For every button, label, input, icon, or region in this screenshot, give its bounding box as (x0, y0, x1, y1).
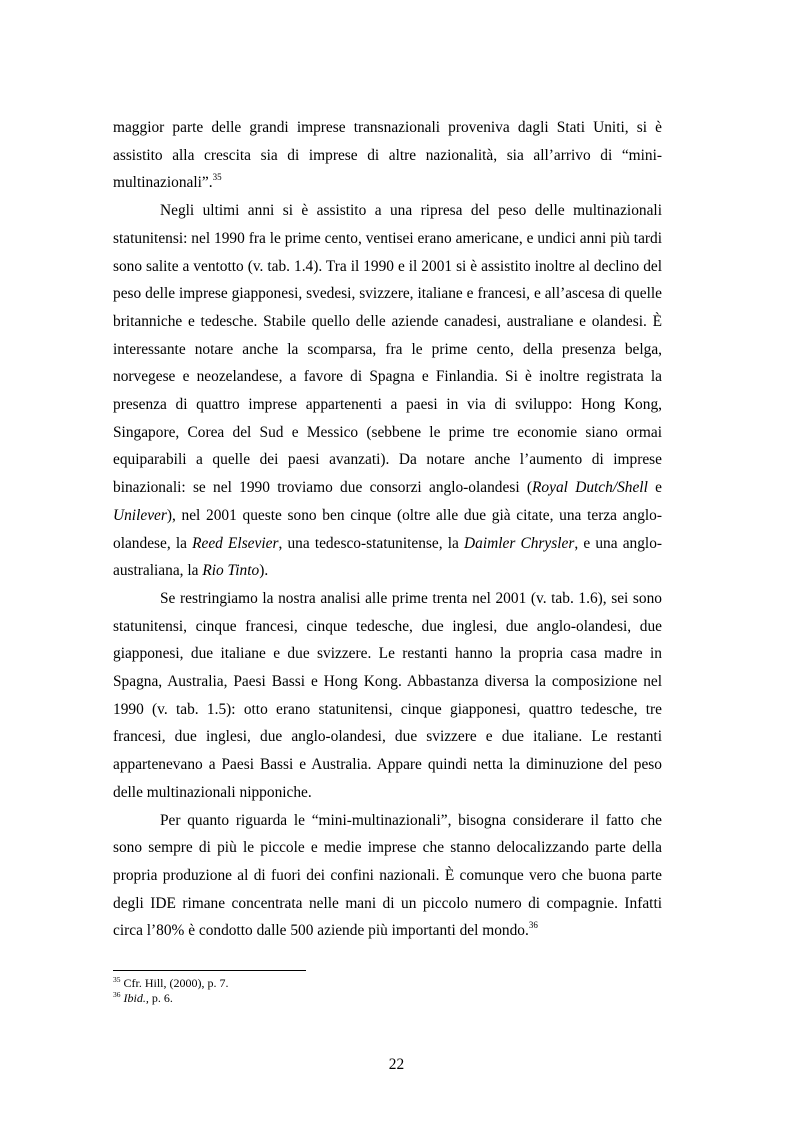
italic-text: Royal Dutch/Shell (532, 479, 648, 497)
text-run: p. 6. (148, 990, 173, 1005)
italic-text: Unilever (113, 506, 167, 524)
footnote-reference: 35 (212, 172, 222, 183)
italic-text: Daimler Chrysler (464, 534, 575, 552)
text-run: , e una anglo-australiana, la (113, 534, 663, 580)
body-text (113, 114, 662, 945)
page-number: 22 (388, 1056, 405, 1073)
footnotes (113, 976, 662, 1005)
footnote-number: 35 (113, 975, 121, 984)
text-run: maggior parte delle grandi imprese transnazionali proveniva dagli Stati Uniti, si è assistito alla crescita sia di imprese di altre nazionalità, sia all’arrivo di “mini-multinazionali”. (113, 119, 662, 192)
text-run: Per quanto riguarda le “mini-multinazionali”, bisogna considerare il fatto che sono sempre di più le piccole e medie imprese che stanno delocalizzando parte della propria produzione al di fuori dei confini nazionali. È comunque vero che buona parte degli IDE rimane concentrata nelle mani di un piccolo numero di compagnie. Infatti circa l’80% è condotto dalle 500 aziende più importanti del mondo. (113, 811, 662, 940)
text-run: Negli ultimi anni si è assistito a una ripresa del peso delle multinazionali statunitensi: nel 1990 fra le prime cento, ventisei erano americane, e undici anni più tardi sono salite a ventotto (v. tab. 1.4). Tra il 1990 e il 2001 si è assistito inoltre al declino del peso delle imprese giapponesi, svedesi, svizzere, italiane e francesi, e all’ascesa di quelle britanniche e tedesche. Stabile quello delle aziende canadesi, australiane e olandesi. È interessante notare anche la scomparsa, fra le prime cento, della presenza belga, norvegese e neozelandese, a favore di Spagna e Finlandia. Si è inoltre registrata la presenza di quattro imprese appartenenti a paesi in via di sviluppo: Hong Kong, Singapore, Corea del Sud e Messico (sebbene le prime tre economie siano ormai equiparabili a quelle dei paesi avanzati). Da notare anche l’aumento di imprese binazionali: se nel 1990 troviamo due consorzi anglo-olandesi ( (113, 202, 662, 497)
text-run: ). (259, 562, 269, 580)
paragraph-2 (113, 197, 662, 585)
text-run: , una tedesco-statunitense, la (278, 534, 465, 552)
text-run: e (647, 479, 662, 497)
footnote-35 (113, 976, 662, 991)
italic-text: Rio Tinto (202, 562, 260, 580)
text-run: Cfr. Hill, (2000), p. 7. (120, 976, 229, 990)
paragraph-1 (113, 114, 662, 197)
text-run: ), nel 2001 queste sono ben cinque (oltre alle due già citate, una terza anglo-olandese, la (113, 506, 662, 552)
footnote-separator (113, 970, 306, 971)
italic-text: Ibid., (123, 990, 149, 1005)
footnote-36 (113, 991, 662, 1006)
text-run: Se restringiamo la nostra analisi alle prime trenta nel 2001 (v. tab. 1.6), sei sono statunitensi, cinque francesi, cinque tedesche, due inglesi, due anglo-olandesi, due giapponesi, due italiane e due svizzere. Le restanti hanno la propria casa madre in Spagna, Australia, Paesi Bassi e Hong Kong. Abbastanza diversa la composizione nel 1990 (v. tab. 1.5): otto erano statunitensi, cinque giapponesi, quattro tedesche, tre francesi, due inglesi, due anglo-olandesi, due svizzere e due italiane. Le restanti appartenevano a Paesi Bassi e Australia. Appare quindi netta la diminuzione del peso delle multinazionali nipponiche. (113, 589, 662, 801)
italic-text: Reed Elsevier (192, 534, 279, 552)
paragraph-3 (113, 585, 662, 807)
footnote-reference: 36 (528, 920, 538, 931)
paragraph-4 (113, 807, 662, 946)
footnote-number: 36 (113, 989, 121, 999)
